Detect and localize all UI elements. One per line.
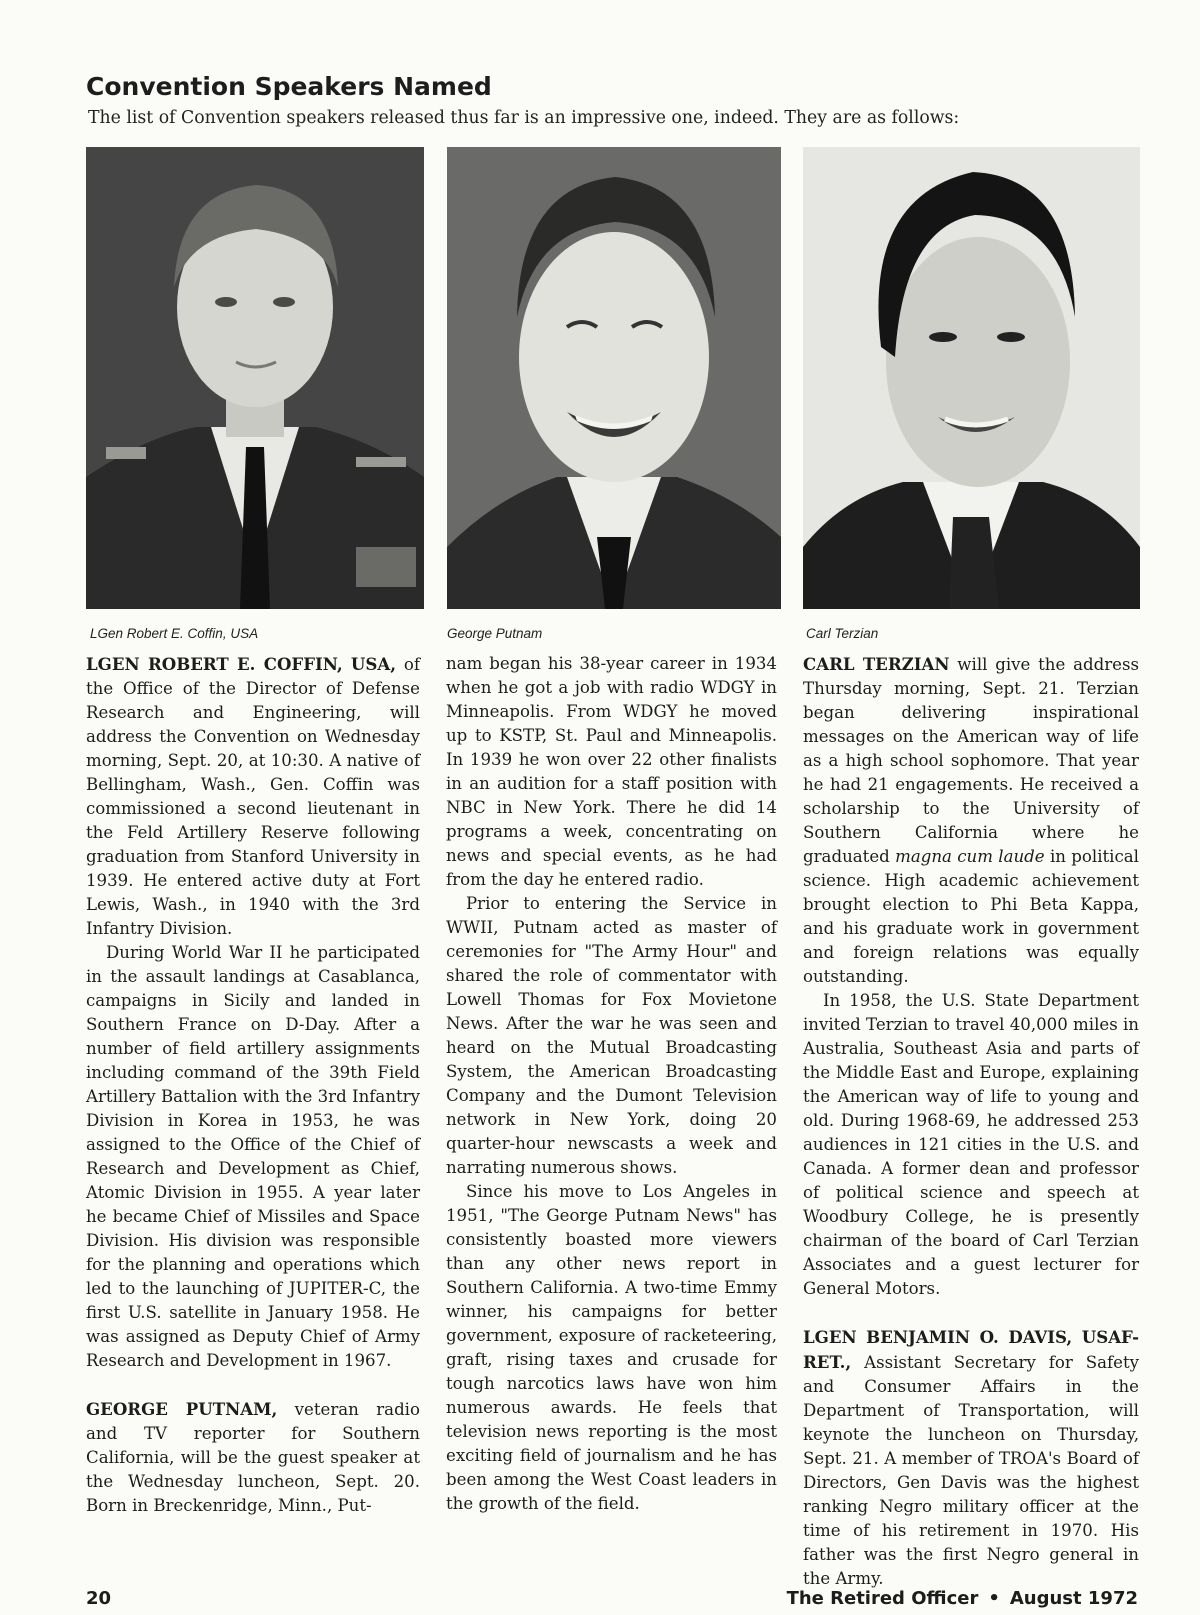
paragraph-text: of the Office of the Director of Defense Research and Engineering, will address the Convention on Wednesday morning, Sept. 20, at 10:30. A native of Bellingham, Wash., Gen. Coffin was commissioned a second lieutenant in the Feld Artillery Reserve following graduation from Stanford University in 1939. He entered active duty at Fort Lewis, Wash., in 1940 with the 3rd Infantry Division. bbox=[86, 655, 420, 938]
paragraph-coffin-intro bbox=[86, 652, 420, 941]
photo-terzian bbox=[803, 147, 1140, 609]
page-footer bbox=[787, 1588, 1138, 1609]
photo-putnam bbox=[447, 147, 781, 609]
photo-caption-coffin: LGen Robert E. Coffin, USA bbox=[90, 626, 259, 641]
paragraph-putnam-la: Since his move to Los Angeles in 1951, "The George Putnam News" has consistently boasted more viewers than any other news report in Southern California. A two-time Emmy winner, his campaigns for better government, exposure of racketeering, graft, rising taxes and crusade for tough narcotics laws have won him numerous awards. He feels that television news reporting is the most exciting field of journalism and he has been among the West Coast leaders in the growth of the field. bbox=[446, 1182, 777, 1513]
paragraph-text: veteran radio and TV reporter for Southern California, will be the guest speaker at the Wednesday luncheon, Sept. 20. Born in Breckenridge, Minn., Put- bbox=[86, 1400, 420, 1515]
portrait-terzian-image bbox=[803, 147, 1140, 609]
paragraph-terzian-travel: In 1958, the U.S. State Department invited Terzian to travel 40,000 miles in Australia, Southeast Asia and parts of the Middle East and Europe, explaining the American way of life to young and old. During 1968-69, he addressed 253 audiences in 121 cities in the U.S. and Canada. A former dean and professor of political science and speech at Woodbury College, he is presently chairman of the board of Carl Terzian Associates and a guest lecturer for General Motors. bbox=[803, 991, 1139, 1298]
speaker-name-coffin: LGEN ROBERT E. COFFIN, USA, bbox=[86, 654, 397, 674]
paragraph-text: Assistant Secretary for Safety and Consumer Affairs in the Department of Transportation, will keynote the luncheon on Thursday, Sept. 21. A member of TROA's Board of Directors, Gen Davis was the highest ranking Negro military officer at the time of his retirement in 1970. His father was the first Negro general in the Army. bbox=[803, 1353, 1139, 1588]
paragraph-putnam-intro bbox=[86, 1397, 420, 1518]
page-number: 20 bbox=[86, 1588, 112, 1609]
article-title: Convention Speakers Named bbox=[86, 72, 492, 101]
speaker-name-putnam: GEORGE PUTNAM, bbox=[86, 1399, 278, 1419]
paragraph-terzian-intro bbox=[803, 652, 1139, 989]
portrait-putnam-image bbox=[447, 147, 781, 609]
paragraph-putnam-career: nam began his 38-year career in 1934 when he got a job with radio WDGY in Minneapolis. From WDGY he moved up to KSTP, St. Paul and Minneapolis. In 1939 he won over 22 other finalists in an audition for a staff position with NBC in New York. There he did 14 programs a week, concentrating on news and special events, as he had from the day he entered radio. bbox=[446, 654, 777, 889]
article-intro: The list of Convention speakers released thus far is an impressive one, indeed. They are as follows: bbox=[88, 108, 960, 128]
text-column-2 bbox=[446, 652, 777, 1516]
text-column-3 bbox=[803, 652, 1139, 1591]
photo-coffin bbox=[86, 147, 424, 609]
paragraph-coffin-career: During World War II he participated in the assault landings at Casablanca, campaigns in Sicily and landed in Southern France on D-Day. After a number of field artillery assignments including command of the 39th Field Artillery Battalion with the 3rd Infantry Division in Korea in 1953, he was assigned to the Office of the Chief of Research and Development as Chief, Atomic Division in 1955. A year later he became Chief of Missiles and Space Division. His division was responsible for the planning and operations which led to the launching of JUPITER-C, the first U.S. satellite in January 1958. He was assigned as Deputy Chief of Army Research and Development in 1967. bbox=[86, 943, 420, 1370]
italic-text: magna cum laude bbox=[895, 847, 1045, 866]
paragraph-putnam-service: Prior to entering the Service in WWII, Putnam acted as master of ceremonies for "The Army Hour" and shared the role of commentator with Lowell Thomas for Fox Movietone News. After the war he was seen and heard on the Mutual Broadcasting System, the American Broadcasting Company and the Dumont Television network in New York, doing 20 quarter-hour newscasts a week and narrating numerous shows. bbox=[446, 894, 777, 1177]
footer-separator: • bbox=[988, 1588, 1000, 1609]
speaker-name-davis: LGEN BENJAMIN O. DAVIS, USAF-RET., bbox=[803, 1327, 1139, 1372]
photo-caption-terzian: Carl Terzian bbox=[806, 626, 879, 641]
speaker-name-terzian: CARL TERZIAN bbox=[803, 654, 950, 674]
paragraph-text: will give the address Thursday morning, Sept. 21. Terzian began delivering inspirational messages on the American way of life as a high school sophomore. That year he had 21 engagements. He received a scholarship to the University of Southern California where he graduated bbox=[803, 655, 1139, 866]
portrait-coffin-image bbox=[86, 147, 424, 609]
text-column-1 bbox=[86, 652, 420, 1518]
publication-name: The Retired Officer bbox=[786, 1588, 979, 1609]
paragraph-davis-intro bbox=[803, 1325, 1139, 1591]
photo-caption-putnam: George Putnam bbox=[447, 626, 543, 641]
issue-date: August 1972 bbox=[1009, 1588, 1138, 1609]
paragraph-text: in political science. High academic achievement brought election to Phi Beta Kappa, and his graduate work in government and foreign relations was equally outstanding. bbox=[803, 847, 1139, 986]
